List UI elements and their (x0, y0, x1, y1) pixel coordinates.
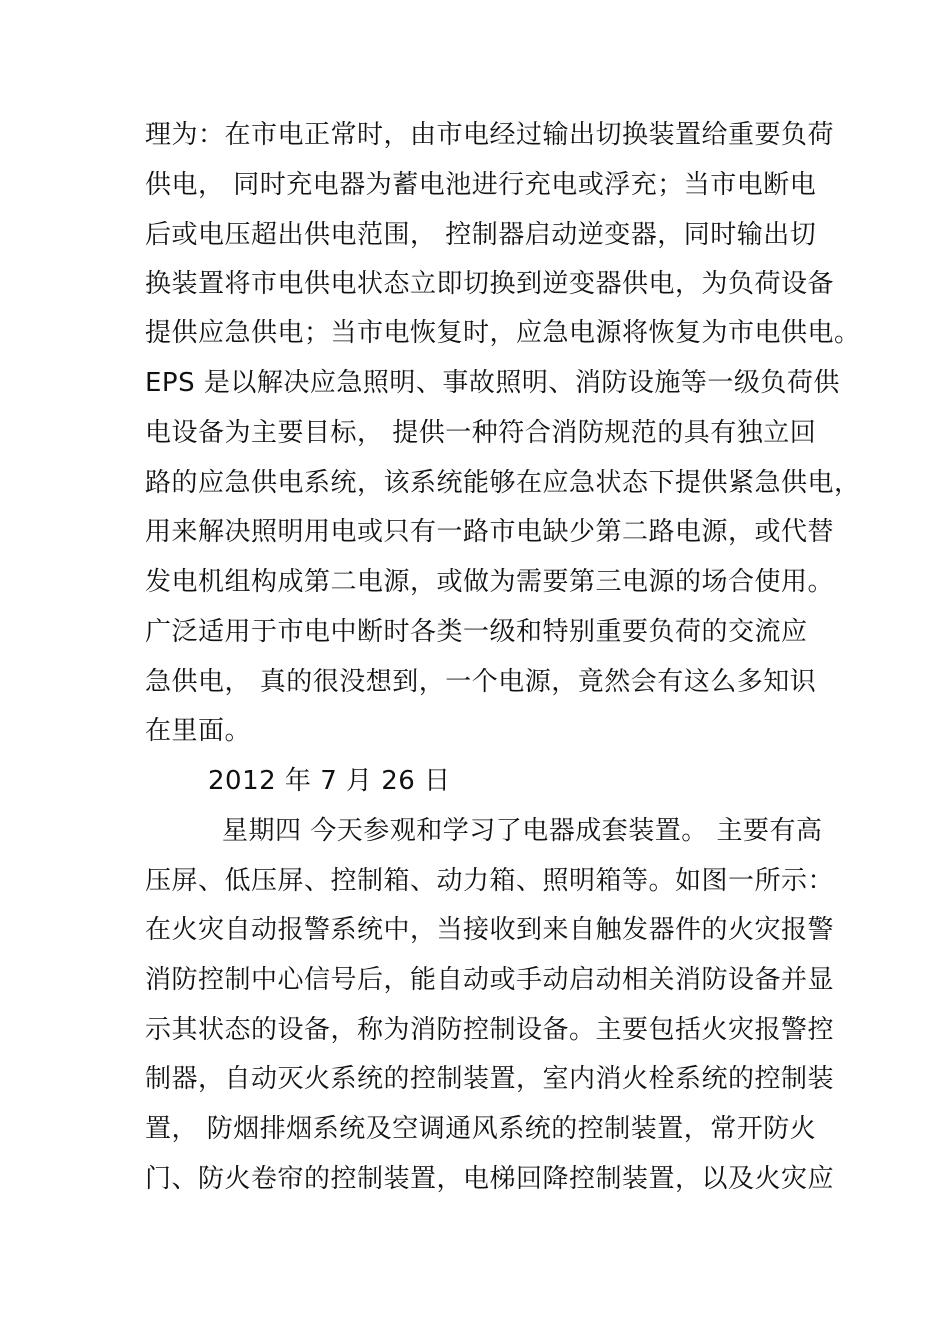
text-line: 门、防火卷帘的控制装置，电梯回降控制装置，以及火灾应 (145, 1164, 835, 1194)
text-line: 星期四 今天参观和学习了电器成套装置。 主要有高 (222, 816, 823, 846)
text-line: 示其状态的设备，称为消防控制设备。主要包括火灾报警控 (145, 1015, 835, 1045)
text-line: 用来解决照明用电或只有一路市电缺少第二路电源，或代替 (145, 517, 835, 547)
date-line: 2012 年 7 月 26 日 (208, 766, 451, 796)
text-line: 广泛适用于市电中断时各类一级和特别重要负荷的交流应 (145, 617, 808, 647)
text-line: 发电机组构成第二电源，或做为需要第三电源的场合使用。 (145, 567, 835, 597)
text-line: EPS 是以解决应急照明、事故照明、消防设施等一级负荷供 (145, 368, 840, 398)
text-line: 制器，自动灭火系统的控制装置，室内消火栓系统的控制装 (145, 1064, 835, 1094)
text-line: 消防控制中心信号后，能自动或手动启动相关消防设备并显 (145, 965, 835, 995)
text-line: 在火灾自动报警系统中，当接收到来自触发器件的火灾报警 (145, 915, 835, 945)
text-line: 急供电， 真的很没想到，一个电源，竟然会有这么多知识 (145, 667, 817, 697)
text-line: 理为：在市电正常时，由市电经过输出切换装置给重要负荷 (145, 120, 835, 150)
text-line: 在里面。 (145, 716, 252, 746)
text-line: 提供应急供电；当市电恢复时，应急电源将恢复为市电供电。 (145, 318, 861, 348)
text-line: 换装置将市电供电状态立即切换到逆变器供电，为负荷设备 (145, 269, 835, 299)
text-line: 置， 防烟排烟系统及空调通风系统的控制装置，常开防火 (145, 1114, 817, 1144)
text-line: 路的应急供电系统，该系统能够在应急状态下提供紧急供电， (145, 468, 861, 498)
text-line: 压屏、低压屏、控制箱、动力箱、照明箱等。如图一所示： (145, 866, 835, 896)
text-line: 后或电压超出供电范围， 控制器启动逆变器，同时输出切 (145, 220, 817, 250)
text-line: 电设备为主要目标， 提供一种符合消防规范的具有独立回 (145, 418, 817, 448)
text-line: 供电， 同时充电器为蓄电池进行充电或浮充；当市电断电 (145, 170, 817, 200)
